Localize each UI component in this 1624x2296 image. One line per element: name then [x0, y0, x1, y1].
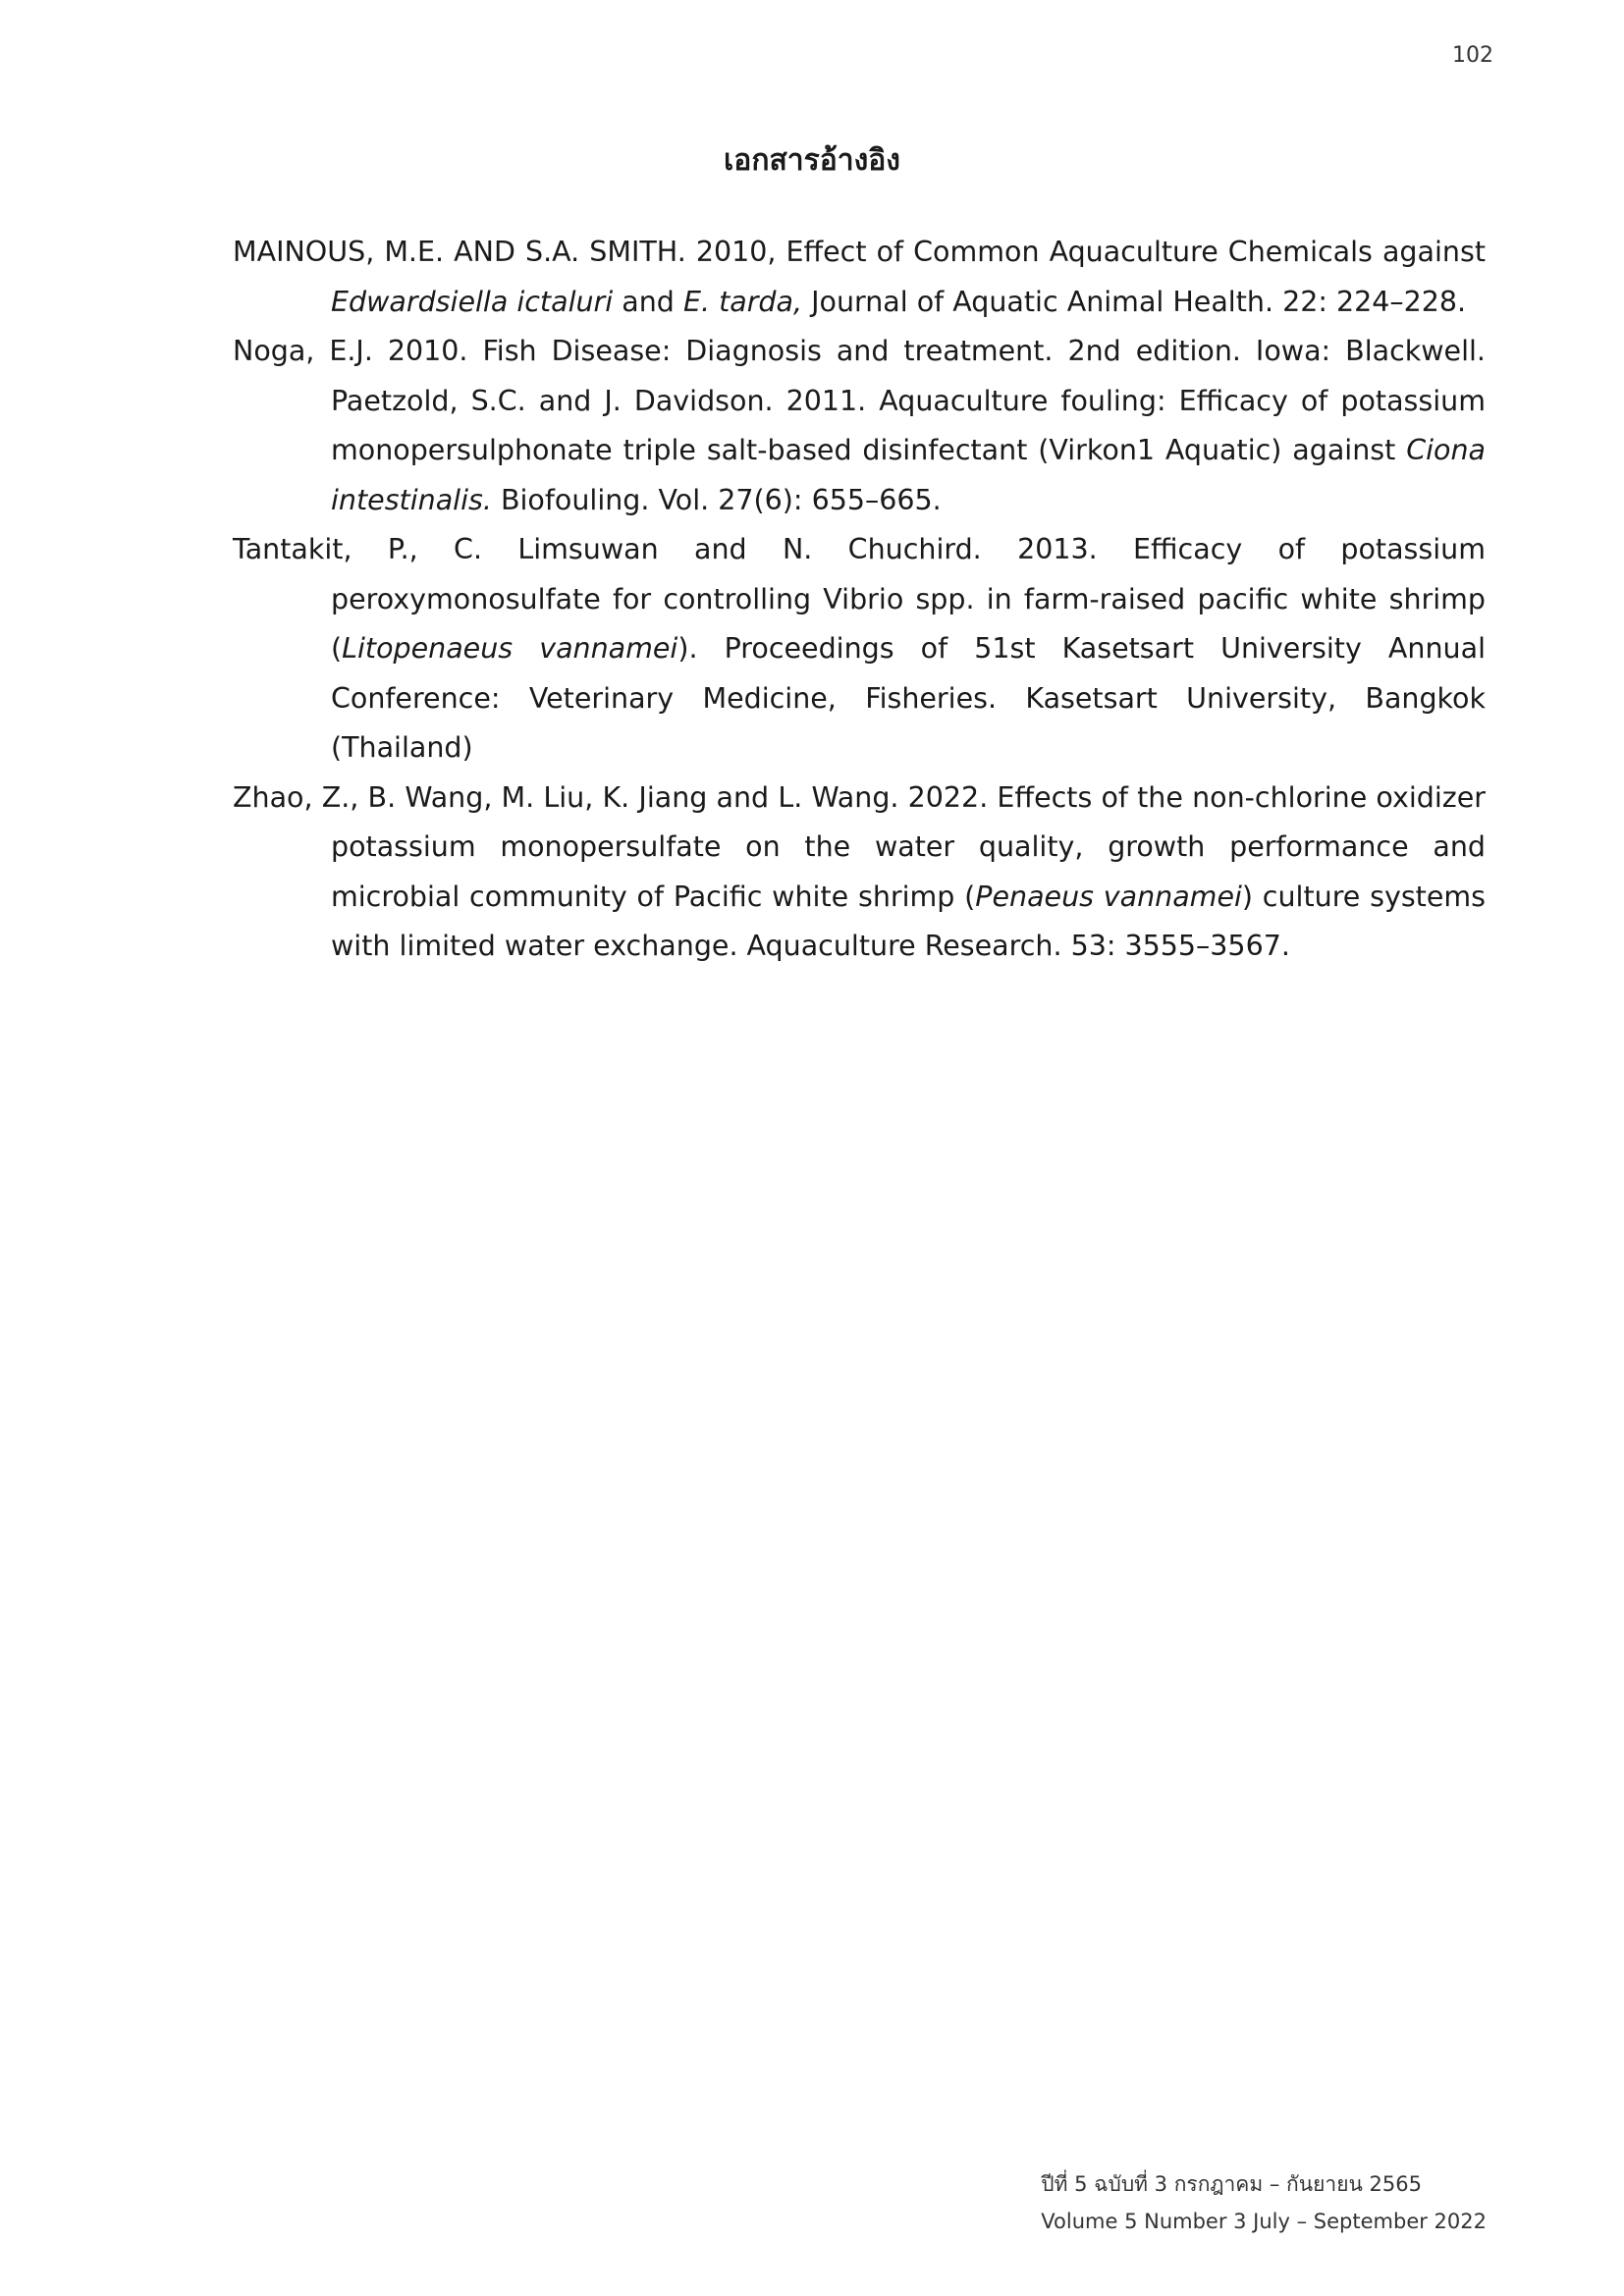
reference-list — [233, 228, 1486, 972]
species-name: Edwardsiella ictaluri — [331, 285, 614, 318]
species-name: Penaeus vannamei — [975, 880, 1242, 913]
reference-text: Zhao, Z., B. Wang, M. Liu, K. Jiang and L. Wang. 2022. Effects of the non-chlorine oxidizer potassium monopersulfate on the water quality, growth performance and microbial community of Pacific white shrimp ( — [233, 780, 1486, 913]
reference-item — [233, 774, 1486, 972]
reference-text: and — [613, 285, 683, 318]
reference-text: MAINOUS, M.E. AND S.A. SMITH. 2010, Effect of Common Aquaculture Chemicals against — [233, 236, 1486, 268]
footer-issue-thai: ปีที่ 5 ฉบับที่ 3 กรกฎาคม – กันยายน 2565 — [1041, 2172, 1422, 2196]
reference-text: Journal of Aquatic Animal Health. 22: 224–228. — [802, 285, 1467, 318]
species-name: E. tarda, — [682, 285, 803, 318]
species-name: Litopenaeus vannamei — [342, 632, 678, 665]
journal-footer — [1041, 2165, 1487, 2240]
reference-text: ). Proceedings of 51st Kasetsart University Annual Conference: Veterinary Medicine, Fisheries. Kasetsart University, Bangkok (Thailand) — [331, 632, 1486, 764]
reference-text: Biofouling. Vol. 27(6): 655–665. — [491, 483, 942, 516]
references-heading: เอกสารอ้างอิง — [724, 143, 900, 178]
reference-text: Noga, E.J. 2010. Fish Disease: Diagnosis and treatment. 2nd edition. Iowa: Blackwell. Paetzold, S.C. and J. Davidson. 2011. Aquaculture fouling: Efficacy of potassium monopersulphonate triple salt-based disinfectant (Virkon1 Aquatic) against — [233, 335, 1486, 466]
reference-item — [233, 525, 1486, 774]
reference-item — [233, 327, 1486, 525]
reference-item — [233, 228, 1486, 327]
reference-text: ) culture systems with limited water exchange. Aquaculture Research. 53: 3555–3567. — [331, 880, 1486, 962]
species-name: Ciona intestinalis. — [331, 434, 1486, 516]
reference-text: Tantakit, P., C. Limsuwan and N. Chuchird. 2013. Efficacy of potassium peroxymonosulfate for controlling Vibrio spp. in farm-raised pacific white shrimp ( — [233, 533, 1486, 665]
page-number: 102 — [1452, 43, 1493, 68]
footer-issue-english: Volume 5 Number 3 July – September 2022 — [1041, 2210, 1487, 2233]
